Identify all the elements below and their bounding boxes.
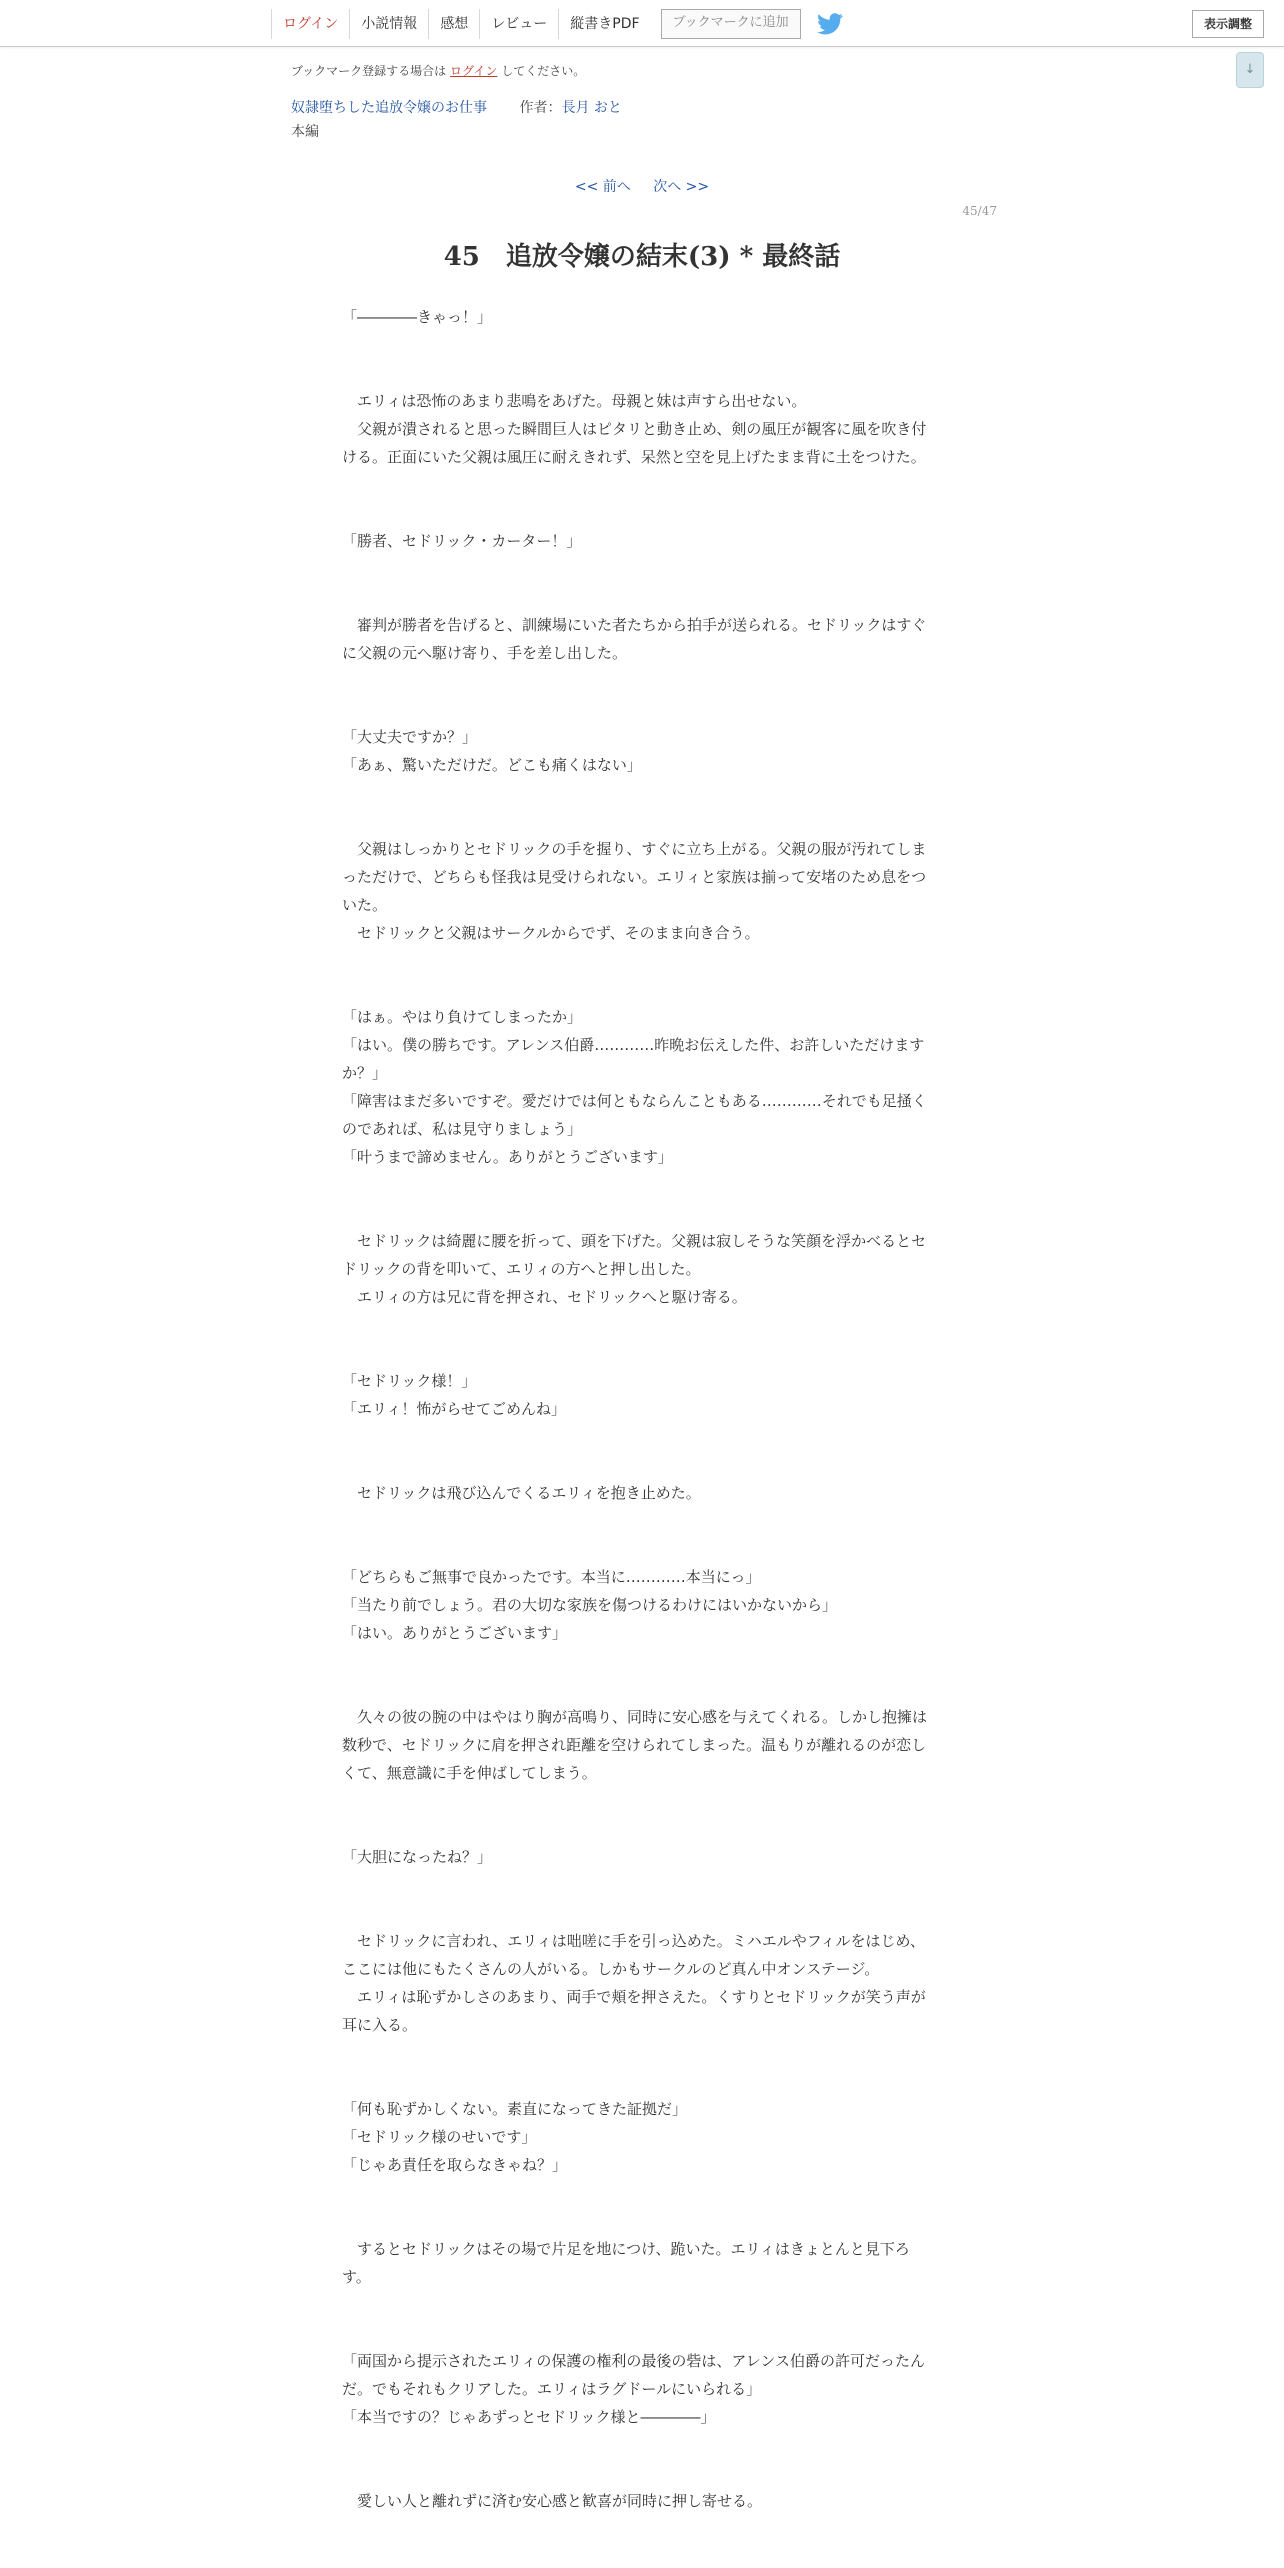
body-paragraph: 久々の彼の腕の中はやはり胸が高鳴り、同時に安心感を与えてくれる。しかし抱擁は数秒で、セドリックに肩を押され距離を空けられてしまった。温もりが離れるのが恋しくて、無意識に手を伸ばしてしまう。 — [342, 1708, 928, 1782]
body-paragraph — [342, 1199, 936, 1227]
add-bookmark-button[interactable]: ブックマークに追加 — [661, 9, 801, 39]
body-paragraph — [342, 1675, 936, 1703]
body-paragraph — [342, 667, 936, 695]
body-paragraph — [342, 2291, 936, 2319]
body-paragraph: 審判が勝者を告げると、訓練場にいた者たちから拍手が送られる。セドリックはすぐに父親の元へ駆け寄り、手を差し出した。 — [342, 616, 927, 662]
body-paragraph — [342, 2067, 936, 2095]
body-paragraph — [342, 471, 936, 499]
body-paragraph — [342, 779, 936, 807]
header-nav — [271, 9, 843, 39]
body-paragraph: 「エリィ！怖がらせてごめんね」 — [342, 1400, 566, 1418]
body-paragraph — [342, 331, 936, 359]
body-paragraph: セドリックは綺麗に腰を折って、頭を下げた。父親は寂しそうな笑顔を浮かべるとセドリックの背を叩いて、エリィの方へと押し出した。 — [342, 1232, 927, 1278]
novel-info-link[interactable]: 小説情報 — [349, 9, 428, 39]
notice-login-link[interactable]: ログイン — [449, 64, 498, 78]
body-paragraph: 「大胆になったね？」 — [342, 1848, 493, 1866]
body-paragraph — [342, 947, 936, 975]
impressions-link[interactable]: 感想 — [428, 9, 479, 39]
body-paragraph — [342, 695, 936, 723]
body-paragraph: エリィは恐怖のあまり悲鳴をあげた。母親と妹は声すら出せない。 — [342, 392, 807, 410]
down-arrow-icon[interactable]: ↓ — [1236, 52, 1264, 88]
novel-body-text — [342, 303, 936, 2515]
body-paragraph — [342, 975, 936, 1003]
body-paragraph — [342, 1423, 936, 1451]
body-paragraph — [342, 2179, 936, 2207]
body-paragraph: 父親はしっかりとセドリックの手を握り、すぐに立ち上がる。父親の服が汚れてしまっただけで、どちらも怪我は見受けられない。エリィと家族は揃って安堵のため息をついた。 — [342, 840, 927, 914]
body-paragraph: 「セドリック様のせいです」 — [342, 2128, 537, 2146]
body-paragraph: 「大丈夫ですか？」 — [342, 728, 478, 746]
body-paragraph — [342, 2039, 936, 2067]
display-adjust-button[interactable]: 表示調整 — [1192, 10, 1264, 38]
body-paragraph: エリィの方は兄に背を押され、セドリックへと駆け寄る。 — [342, 1288, 747, 1306]
body-paragraph: セドリックは飛び込んでくるエリィを抱き止めた。 — [342, 1484, 701, 1502]
body-paragraph: 「両国から提示されたエリィの保護の権利の最後の砦は、アレンス伯爵の許可だったんだ。でもそれもクリアした。エリィはラグドールにいられる」 — [342, 2352, 925, 2398]
body-paragraph: 「――――きゃっ！」 — [342, 308, 493, 326]
body-paragraph: 「当たり前でしょう。君の大切な家族を傷つけるわけにはいかないから」 — [342, 1596, 838, 1614]
author-link[interactable]: 長月 おと — [561, 100, 622, 116]
chapter-part-label: 本編 — [291, 124, 319, 140]
next-chapter-link[interactable]: 次へ >> — [653, 179, 710, 195]
top-navigation-bar — [0, 0, 1284, 47]
body-paragraph: 「セドリック様！」 — [342, 1372, 477, 1390]
body-paragraph: 「じゃあ責任を取らなきゃね？」 — [342, 2156, 568, 2174]
body-paragraph: 「はぁ。やはり負けてしまったか」 — [342, 1008, 583, 1026]
page-count: 45/47 — [962, 204, 997, 218]
body-paragraph: エリィは恥ずかしさのあまり、両手で頬を押さえた。くすりとセドリックが笑う声が耳に入る。 — [342, 1988, 926, 2034]
notice-text-after: してください。 — [497, 64, 586, 78]
body-paragraph: 愛しい人と離れずに済む安心感と歓喜が同時に押し寄せる。 — [342, 2492, 763, 2510]
login-link[interactable]: ログイン — [271, 9, 349, 39]
body-paragraph — [342, 1787, 936, 1815]
body-paragraph — [342, 1339, 936, 1367]
vertical-pdf-link[interactable]: 縦書きPDF — [558, 9, 650, 39]
novel-title-link[interactable]: 奴隷堕ちした追放令嬢のお仕事 — [291, 100, 487, 116]
body-paragraph — [342, 1171, 936, 1199]
body-paragraph: 「障害はまだ多いですぞ。愛だけでは何ともならんこともある…………それでも足掻くのであれば、私は見守りましょう」 — [342, 1092, 927, 1138]
body-paragraph: 「はい。ありがとうございます」 — [342, 1624, 568, 1642]
body-paragraph: セドリックに言われ、エリィは咄嗟に手を引っ込めた。ミハエルやフィルをはじめ、ここには他にもたくさんの人がいる。しかもサークルのど真ん中オンステージ。 — [342, 1932, 925, 1978]
body-paragraph — [342, 2319, 936, 2347]
body-paragraph — [342, 499, 936, 527]
body-paragraph — [342, 807, 936, 835]
chapter-pager — [0, 176, 1284, 196]
body-paragraph — [342, 1871, 936, 1899]
body-paragraph: 「どちらもご無事で良かったです。本当に…………本当にっ」 — [342, 1568, 761, 1586]
body-paragraph — [342, 1815, 936, 1843]
body-paragraph — [342, 1451, 936, 1479]
body-paragraph — [342, 583, 936, 611]
review-link[interactable]: レビュー — [479, 9, 558, 39]
body-paragraph: 「叶うまで諦めません。ありがとうございます」 — [342, 1148, 673, 1166]
body-paragraph: セドリックと父親はサークルからでず、そのまま向き合う。 — [342, 924, 760, 942]
novel-breadcrumb — [291, 97, 622, 117]
body-paragraph — [342, 555, 936, 583]
body-paragraph — [342, 2207, 936, 2235]
body-paragraph — [342, 1899, 936, 1927]
prev-chapter-link[interactable]: << 前へ — [574, 179, 631, 195]
author-info — [519, 100, 621, 116]
body-paragraph: 「はい。僕の勝ちです。アレンス伯爵…………昨晩お伝えした件、お許しいただけますか？」 — [342, 1036, 925, 1082]
notice-text-before: ブックマーク登録する場合は — [291, 64, 450, 78]
body-paragraph: 「何も恥ずかしくない。素直になってきた証拠だ」 — [342, 2100, 688, 2118]
body-paragraph — [342, 1507, 936, 1535]
body-paragraph — [342, 1311, 936, 1339]
body-paragraph — [342, 1647, 936, 1675]
body-paragraph — [342, 2431, 936, 2459]
body-paragraph: 父親が潰されると思った瞬間巨人はピタリと動き止め、剣の風圧が観客に風を吹き付ける。正面にいた父親は風圧に耐えきれず、呆然と空を見上げたまま背に土をつけた。 — [342, 420, 927, 466]
body-paragraph: するとセドリックはその場で片足を地につけ、跪いた。エリィはきょとんと見下ろす。 — [342, 2240, 910, 2286]
bookmark-login-notice — [291, 62, 585, 79]
body-paragraph — [342, 1535, 936, 1563]
author-label: 作者： — [519, 100, 562, 116]
body-paragraph: 「本当ですの？じゃあずっとセドリック様と――――」 — [342, 2408, 716, 2426]
body-paragraph: 「勝者、セドリック・カーター！」 — [342, 532, 582, 550]
chapter-title: 45 追放令嬢の結末(3) * 最終話 — [443, 242, 841, 272]
twitter-bird-icon[interactable] — [817, 13, 843, 35]
body-paragraph — [342, 359, 936, 387]
body-paragraph: 「あぁ、驚いただけだ。どこも痛くはない」 — [342, 756, 642, 774]
body-paragraph — [342, 2459, 936, 2487]
